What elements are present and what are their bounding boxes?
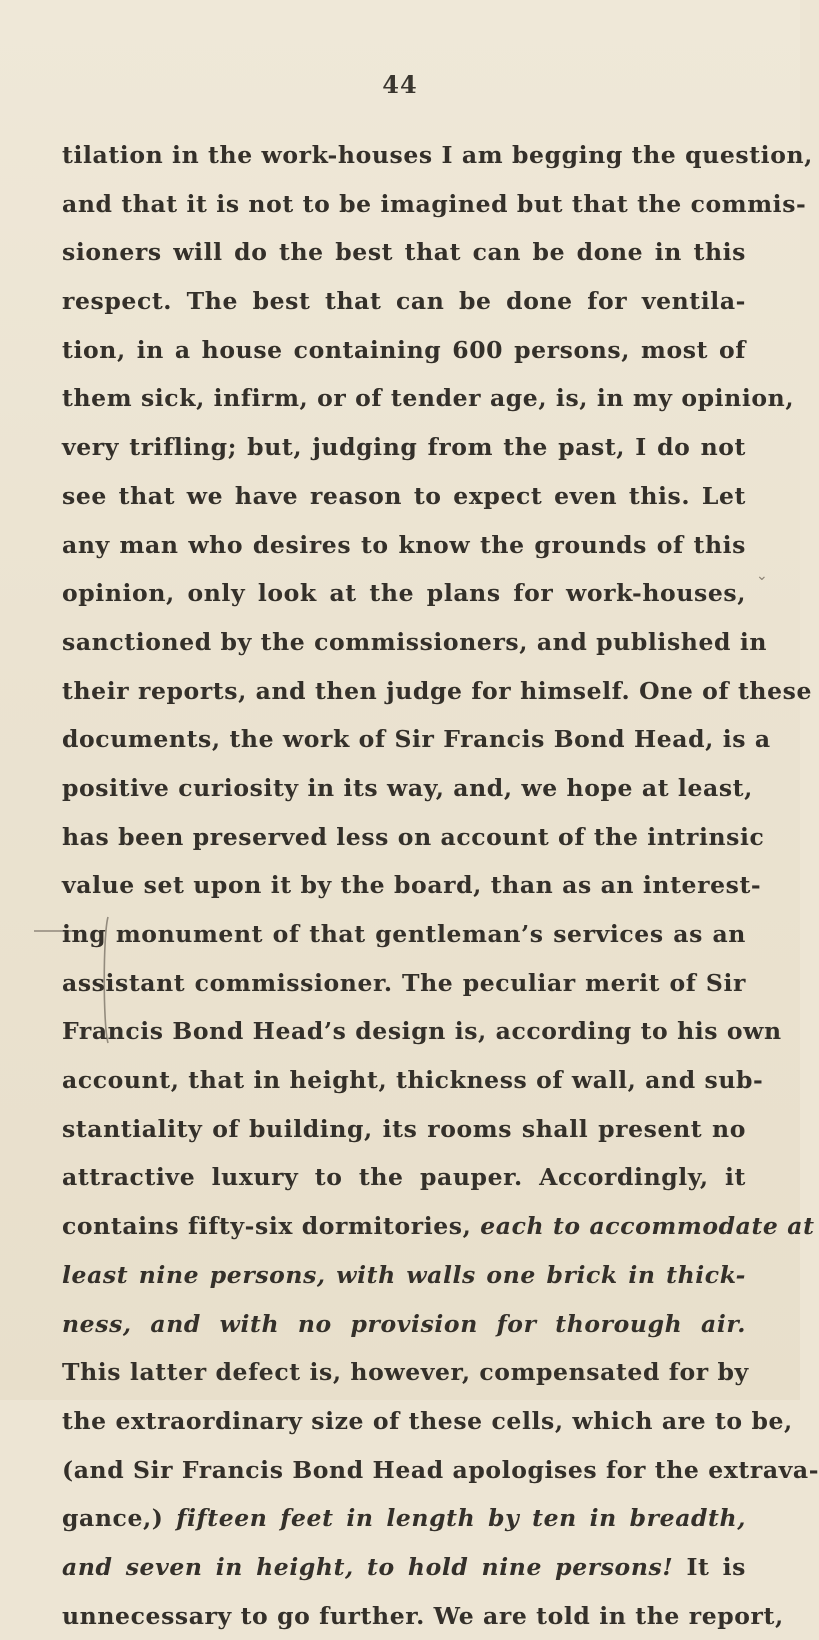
text-line: sanctioned by the commissioners, and published in — [62, 627, 768, 656]
text-line-mixed — [62, 1202, 815, 1251]
text-line: and that it is not to be imagined but that the commis- — [62, 189, 807, 218]
text-line: ing monument of that gentleman’s services as an — [62, 920, 746, 948]
text-line: unnecessary to go further. We are told in the report, — [62, 1601, 784, 1630]
text-span: contains fifty-six dormitories, — [62, 1212, 481, 1241]
text-line-italic: ness, and with no provision for thorough air. — [62, 1309, 746, 1338]
text-line: sioners will do the best that can be done in this — [62, 238, 746, 267]
text-line: stantiality of building, its rooms shall present no — [62, 1114, 746, 1143]
text-line: very trifling; but, judging from the past, I do not — [62, 433, 746, 462]
text-line: positive curiosity in its way, and, we hope at least, — [62, 773, 753, 802]
text-line: their reports, and then judge for himself. One of these — [62, 676, 813, 705]
italic-text-span: fifteen feet in length by ten in breadth, — [176, 1504, 746, 1533]
text-line-italic: least nine persons, with walls one brick in thick- — [62, 1260, 746, 1289]
text-line: opinion, only look at the plans for work-houses, — [62, 579, 746, 608]
text-line: tilation in the work-houses I am begging the question, — [62, 141, 813, 169]
text-line: attractive luxury to the pauper. Accordingly, it — [62, 1163, 746, 1192]
text-line: value set upon it by the board, than as an interest- — [62, 871, 762, 900]
text-line: see that we have reason to expect even this. Let — [62, 481, 746, 510]
text-line: (and Sir Francis Bond Head apologises for the extrava- — [62, 1455, 819, 1484]
text-span: It is — [673, 1552, 747, 1581]
margin-tick-mark: ⌄ — [756, 568, 768, 584]
text-line: them sick, infirm, or of tender age, is, in my opinion, — [62, 384, 795, 413]
text-line: Francis Bond Head’s design is, according to his own — [62, 1017, 782, 1046]
text-line: assistant commissioner. The peculiar merit of Sir — [62, 968, 746, 997]
text-line-mixed — [62, 1543, 746, 1592]
text-line: This latter defect is, however, compensated for by — [62, 1358, 749, 1387]
text-line-mixed — [62, 1494, 746, 1543]
text-line: documents, the work of Sir Francis Bond Head, is a — [62, 725, 771, 754]
text-line: account, that in height, thickness of wall, and sub- — [62, 1066, 764, 1095]
text-line: has been preserved less on account of the intrinsic — [62, 822, 765, 851]
text-line: respect. The best that can be done for ventila- — [62, 287, 746, 316]
text-line: tion, in a house containing 600 persons, most of — [62, 335, 746, 364]
text-line: the extraordinary size of these cells, which are to be, — [62, 1406, 793, 1435]
page-number: 44 — [382, 70, 418, 99]
text-span: gance,) — [62, 1504, 177, 1533]
body-text — [62, 131, 819, 1640]
italic-text-span: and seven in height, to hold nine persons! — [62, 1552, 674, 1581]
italic-text-span: each to accommodate at — [480, 1212, 815, 1241]
text-line: any man who desires to know the grounds of this — [62, 530, 746, 559]
